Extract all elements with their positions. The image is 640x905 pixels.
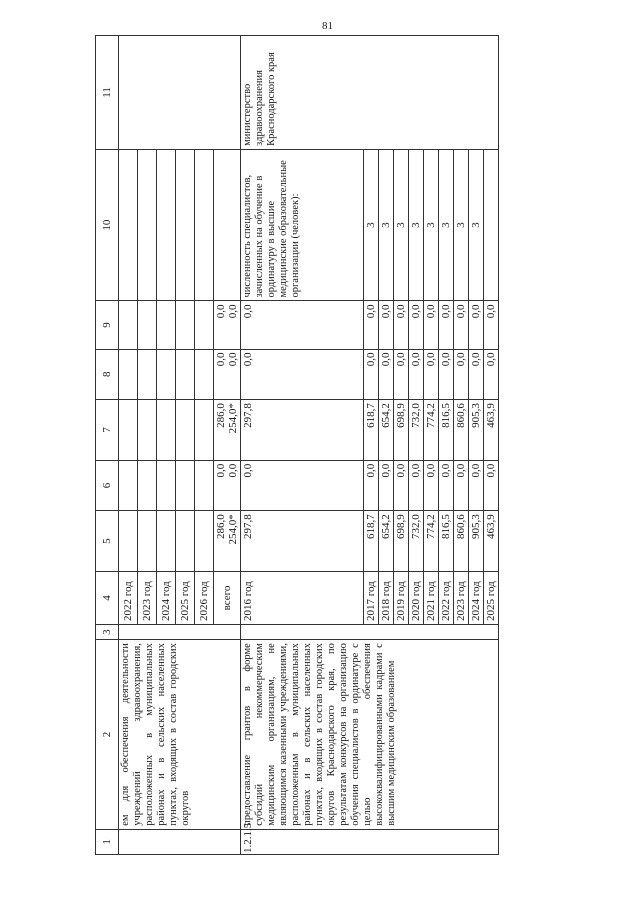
year-cell: 2026 год — [195, 571, 214, 624]
value-cell: 654,2 — [379, 400, 394, 461]
total-label: всего — [214, 571, 241, 624]
value-cell: 0,0 — [364, 349, 379, 400]
value-cell: 0,0 — [409, 301, 424, 349]
row-description: ем для обеспечения деятельности учреждений здравоохранения, расположенных в муниципальных районах и в сельских населенных пунктах, входящих в состав городских округов — [119, 640, 241, 830]
year-cell: 2023 год — [454, 571, 469, 624]
value-cell: 732,0 — [409, 400, 424, 461]
value-cell: 0,0 — [424, 349, 439, 400]
executor-cell — [119, 36, 241, 150]
indicator-cell: численность специалистов, зачисленных на обучение в ординатуру в высшие медицинские образовательные организации (человек): — [241, 149, 364, 301]
value-cell: 0,0 — [484, 460, 499, 511]
header-cell: 5 — [96, 511, 119, 572]
page-number: 81 — [322, 20, 333, 32]
value-cell: 3 — [379, 149, 394, 301]
row-code-cell: 1.2.1.5 — [241, 829, 499, 854]
value-cell: 0,0 0,0 — [214, 460, 241, 511]
value-cell: 297,8 — [241, 400, 364, 461]
year-cell: 2021 год — [424, 571, 439, 624]
header-cell: 11 — [96, 36, 119, 150]
value-cell: 816,5 — [439, 511, 454, 572]
value-cell: 618,7 — [364, 400, 379, 461]
value-cell: 3 — [364, 149, 379, 301]
table-wrapper — [95, 35, 640, 855]
value-cell: 816,5 — [439, 400, 454, 461]
row-description: предоставление грантов в форме субсидий некоммерческим медицинским организациям, не являющимся казенными учреждениями, расположенным в муниципальных районах и в сельских населенных пунктах, входящих в состав городских округов Краснодарского края, по результатам конкурсов на организацию обучения специалистов в ординатуре с целью обеспечения высококвалифицированными кадрами с высшим медицинским образованием — [241, 640, 499, 830]
value-cell: 0,0 — [394, 349, 409, 400]
value-cell: 0,0 — [469, 349, 484, 400]
year-cell: 2016 год — [241, 571, 364, 624]
header-cell: 8 — [96, 349, 119, 400]
value-cell: 0,0 — [454, 460, 469, 511]
header-cell: 10 — [96, 149, 119, 301]
value-cell: 3 — [394, 149, 409, 301]
value-cell: 0,0 — [241, 349, 364, 400]
value-cell: 905,3 — [469, 511, 484, 572]
value-cell: 0,0 — [379, 460, 394, 511]
value-cell: 0,0 0,0 — [214, 301, 241, 349]
year-cell: 2020 год — [409, 571, 424, 624]
empty-cell — [241, 625, 499, 640]
value-cell: 3 — [469, 149, 484, 301]
value-cell: 0,0 — [454, 301, 469, 349]
year-cell: 2025 год — [176, 571, 195, 624]
table-row — [119, 36, 138, 855]
value-cell: 698,9 — [394, 400, 409, 461]
value-cell: 0,0 — [424, 460, 439, 511]
value-cell: 0,0 — [364, 301, 379, 349]
value-cell: 0,0 — [484, 349, 499, 400]
header-cell: 4 — [96, 571, 119, 624]
value-cell: 0,0 — [409, 460, 424, 511]
value-cell: 463,9 — [484, 400, 499, 461]
value-cell: 0,0 — [484, 301, 499, 349]
value-cell: 0,0 — [394, 460, 409, 511]
value-cell: 286,0 254,0* — [214, 400, 241, 461]
year-cell: 2025 год — [484, 571, 499, 624]
value-cell: 286,0 254,0* — [214, 511, 241, 572]
header-cell: 6 — [96, 460, 119, 511]
value-cell: 0,0 — [439, 301, 454, 349]
value-cell: 0,0 — [469, 460, 484, 511]
value-cell: 860,6 — [454, 400, 469, 461]
value-cell: 0,0 — [394, 301, 409, 349]
rotated-page — [95, 35, 640, 855]
value-cell: 0,0 — [379, 349, 394, 400]
value-cell: 0,0 — [469, 301, 484, 349]
header-cell: 2 — [96, 640, 119, 830]
value-cell: 618,7 — [364, 511, 379, 572]
value-cell: 0,0 — [364, 460, 379, 511]
value-cell: 0,0 — [241, 460, 364, 511]
year-cell: 2019 год — [394, 571, 409, 624]
value-cell: 0,0 — [241, 301, 364, 349]
value-cell: 905,3 — [469, 400, 484, 461]
year-cell: 2022 год — [119, 571, 138, 624]
value-cell: 654,2 — [379, 511, 394, 572]
value-cell: 860,6 — [454, 511, 469, 572]
year-cell: 2018 год — [379, 571, 394, 624]
value-cell: 3 — [409, 149, 424, 301]
header-cell: 1 — [96, 829, 119, 854]
header-cell: 3 — [96, 625, 119, 640]
year-cell: 2023 год — [138, 571, 157, 624]
value-cell: 0,0 — [439, 349, 454, 400]
value-cell: 3 — [454, 149, 469, 301]
table-row — [241, 36, 364, 855]
value-cell — [484, 149, 499, 301]
empty-cell — [119, 625, 241, 640]
year-cell: 2024 год — [469, 571, 484, 624]
value-cell: 698,9 — [394, 511, 409, 572]
header-row — [96, 36, 119, 855]
value-cell: 3 — [424, 149, 439, 301]
header-cell: 7 — [96, 400, 119, 461]
value-cell: 0,0 — [439, 460, 454, 511]
header-cell: 9 — [96, 301, 119, 349]
value-cell: 0,0 0,0 — [214, 349, 241, 400]
value-cell: 463,9 — [484, 511, 499, 572]
program-table — [95, 35, 499, 855]
year-cell: 2024 год — [157, 571, 176, 624]
value-cell: 0,0 — [379, 301, 394, 349]
value-cell: 774,2 — [424, 511, 439, 572]
value-cell: 0,0 — [454, 349, 469, 400]
value-cell: 732,0 — [409, 511, 424, 572]
year-cell: 2022 год — [439, 571, 454, 624]
value-cell: 297,8 — [241, 511, 364, 572]
value-cell: 0,0 — [409, 349, 424, 400]
executor-cell: министерство здравоохранения Краснодарского края — [241, 36, 499, 150]
year-cell: 2017 год — [364, 571, 379, 624]
value-cell: 3 — [439, 149, 454, 301]
row-code-cell — [119, 829, 241, 854]
value-cell: 774,2 — [424, 400, 439, 461]
value-cell: 0,0 — [424, 301, 439, 349]
